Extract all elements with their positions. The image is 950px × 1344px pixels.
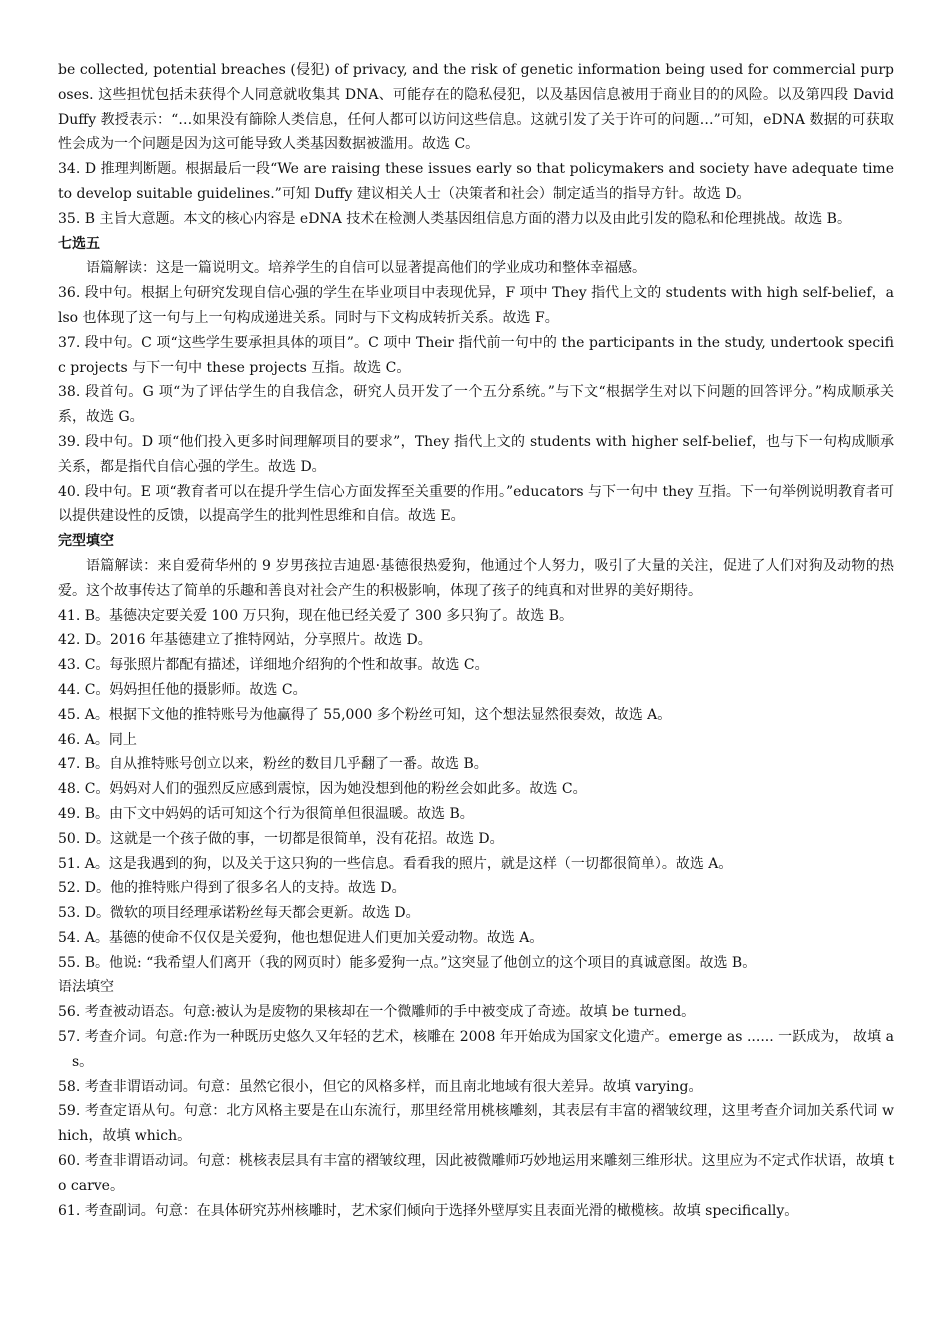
answer-35: 35. B 主旨大意题。本文的核心内容是 eDNA 技术在检测人类基因组信息方面的潜力以及由此引发的隐私和伦理挑战。故选 B。 xyxy=(58,210,851,227)
passage-intro-cloze: 语篇解读：来自爱荷华州的 9 岁男孩拉吉迪恩·基德很热爱狗，他通过个人努力，吸引了大量的关注，促进了人们对狗及动物的热爱。这个故事传达了简单的乐趣和善良对社会产生的积极影响，体现了孩子的纯真和对世界的美好期待。 xyxy=(58,557,894,599)
section-heading-seven-choose-five: 七选五 xyxy=(58,235,100,252)
answer-42: 42. D。2016 年基德建立了推特网站，分享照片。故选 D。 xyxy=(58,632,432,649)
answer-61: 61. 考查副词。句意：在具体研究苏州核雕时，艺术家们倾向于选择外壁厚实且表面光滑的橄榄核。故填 specifically。 xyxy=(58,1202,799,1219)
answer-60: 60. 考查非谓语动词。句意：桃核表层具有丰富的褶皱纹理，因此被微雕师巧妙地运用来雕刻三维形状。这里应为不定式作状语，故填 to carve。 xyxy=(58,1153,894,1194)
answer-59: 59. 考查定语从句。句意：北方风格主要是在山东流行，那里经常用桃核雕刻，其表层有丰富的褶皱纹理，这里考查介词加关系代词 which，故填 which。 xyxy=(58,1103,894,1145)
answer-55: 55. B。他说: “我希望人们离开（我的网页时）能多爱狗一点。”这突显了他创立的这个项目的真诚意图。故选 B。 xyxy=(58,954,757,971)
answer-40: 40. 段中句。E 项“教育者可以在提升学生信心方面发挥至关重要的作用。”educators 与下一句中 they 互指。下一句举例说明教育者可以提供建设性的反馈，以提高学生的批判性思维和自信。故选 E。 xyxy=(58,483,894,525)
answer-38: 38. 段首句。G 项“为了评估学生的自我信念，研究人员开发了一个五分系统。”与下文“根据学生对以下问题的回答评分。”构成顺承关系，故选 G。 xyxy=(58,384,894,426)
answer-51: 51. A。这是我遇到的狗，以及关于这只狗的一些信息。看看我的照片，就是这样（一切都很简单）。故选 A。 xyxy=(58,855,733,872)
answer-50: 50. D。这就是一个孩子做的事，一切都是很简单，没有花招。故选 D。 xyxy=(58,830,504,847)
section-heading-cloze: 完型填空 xyxy=(58,533,114,550)
passage-intro-seven-choose-five: 语篇解读：这是一篇说明文。培养学生的自信可以显著提高他们的学业成功和整体幸福感。 xyxy=(86,260,646,277)
answer-44: 44. C。妈妈担任他的摄影师。故选 C。 xyxy=(58,681,307,698)
answer-43: 43. C。每张照片都配有描述，详细地介绍狗的个性和故事。故选 C。 xyxy=(58,657,489,674)
answer-57: 57. 考查介词。句意:作为一种既历史悠久又年轻的艺术，核雕在 2008 年开始成为国家文化遗产。emerge as ...... 一跃成为， 故填 as。 xyxy=(58,1029,894,1070)
answer-46: 46. A。同上 xyxy=(58,731,137,748)
answer-45: 45. A。根据下文他的推特账号为他赢得了 55,000 多个粉丝可知，这个想法显然很奏效，故选 A。 xyxy=(58,706,672,723)
answer-53: 53. D。微软的项目经理承诺粉丝每天都会更新。故选 D。 xyxy=(58,905,420,922)
answer-41: 41. B。基德决定要关爱 100 万只狗，现在他已经关爱了 300 多只狗了。故选 B。 xyxy=(58,607,573,624)
answer-37: 37. 段中句。C 项“这些学生要承担具体的项目”。C 项中 Their 指代前一句中的 the participants in the study, undertook specific projects 与下一句中 these projects 互指。故选 C。 xyxy=(58,334,894,376)
answer-48: 48. C。妈妈对人们的强烈反应感到震惊，因为她没想到他的粉丝会如此多。故选 C。 xyxy=(58,781,587,798)
answer-54: 54. A。基德的使命不仅仅是关爱狗，他也想促进人们更加关爱动物。故选 A。 xyxy=(58,929,544,946)
answer-49: 49. B。由下文中妈妈的话可知这个行为很简单但很温暖。故选 B。 xyxy=(58,805,474,822)
answer-39: 39. 段中句。D 项“他们投入更多时间理解项目的要求”，They 指代上文的 students with higher self-belief，也与下一句构成顺承关系，都是指代自信心强的学生。故选 D。 xyxy=(58,433,894,475)
answer-47: 47. B。自从推特账号创立以来，粉丝的数目几乎翻了一番。故选 B。 xyxy=(58,756,488,773)
section-heading-grammar-fill: 语法填空 xyxy=(58,979,114,996)
answer-36: 36. 段中句。根据上句研究发现自信心强的学生在毕业项目中表现优异，F 项中 They 指代上文的 students with high self-belief，also 也体现了这一句与上一句构成递进关系。同时与下文构成转折关系。故选 F。 xyxy=(58,285,894,326)
answer-34: 34. D 推理判断题。根据最后一段“We are raising these issues early so that policymakers and society have adequate time to develop suitable guidelines.”可知 Duffy 建议相关人士（决策者和社会）制定适当的指导方针。故选 D。 xyxy=(58,161,894,202)
answer-56: 56. 考查被动语态。句意:被认为是废物的果核却在一个微雕师的手中被变成了奇迹。故填 be turned。 xyxy=(58,1004,696,1021)
answer-52: 52. D。他的推特账户得到了很多名人的支持。故选 D。 xyxy=(58,880,406,897)
answer-58: 58. 考查非谓语动词。句意：虽然它很小，但它的风格多样，而且南北地域有很大差异。故填 varying。 xyxy=(58,1078,703,1095)
paragraph-q33-continuation: be collected, potential breaches (侵犯) of privacy, and the risk of genetic information being used for commercial purposes. 这些担忧包括未获得个人同意就收集其 DNA、可能存在的隐私侵犯，以及基因信息被用于商业目的的风险。以及第四段 David Duffy 教授表示：“…如果没有篩除人类信息，任何人都可以访问这些信息。这就引发了关于许可的问题…”可知，eDNA 数据的可获取性会成为一个问题是因为这可能导致人类基因数据被滥用。故选 C。 xyxy=(58,62,894,153)
